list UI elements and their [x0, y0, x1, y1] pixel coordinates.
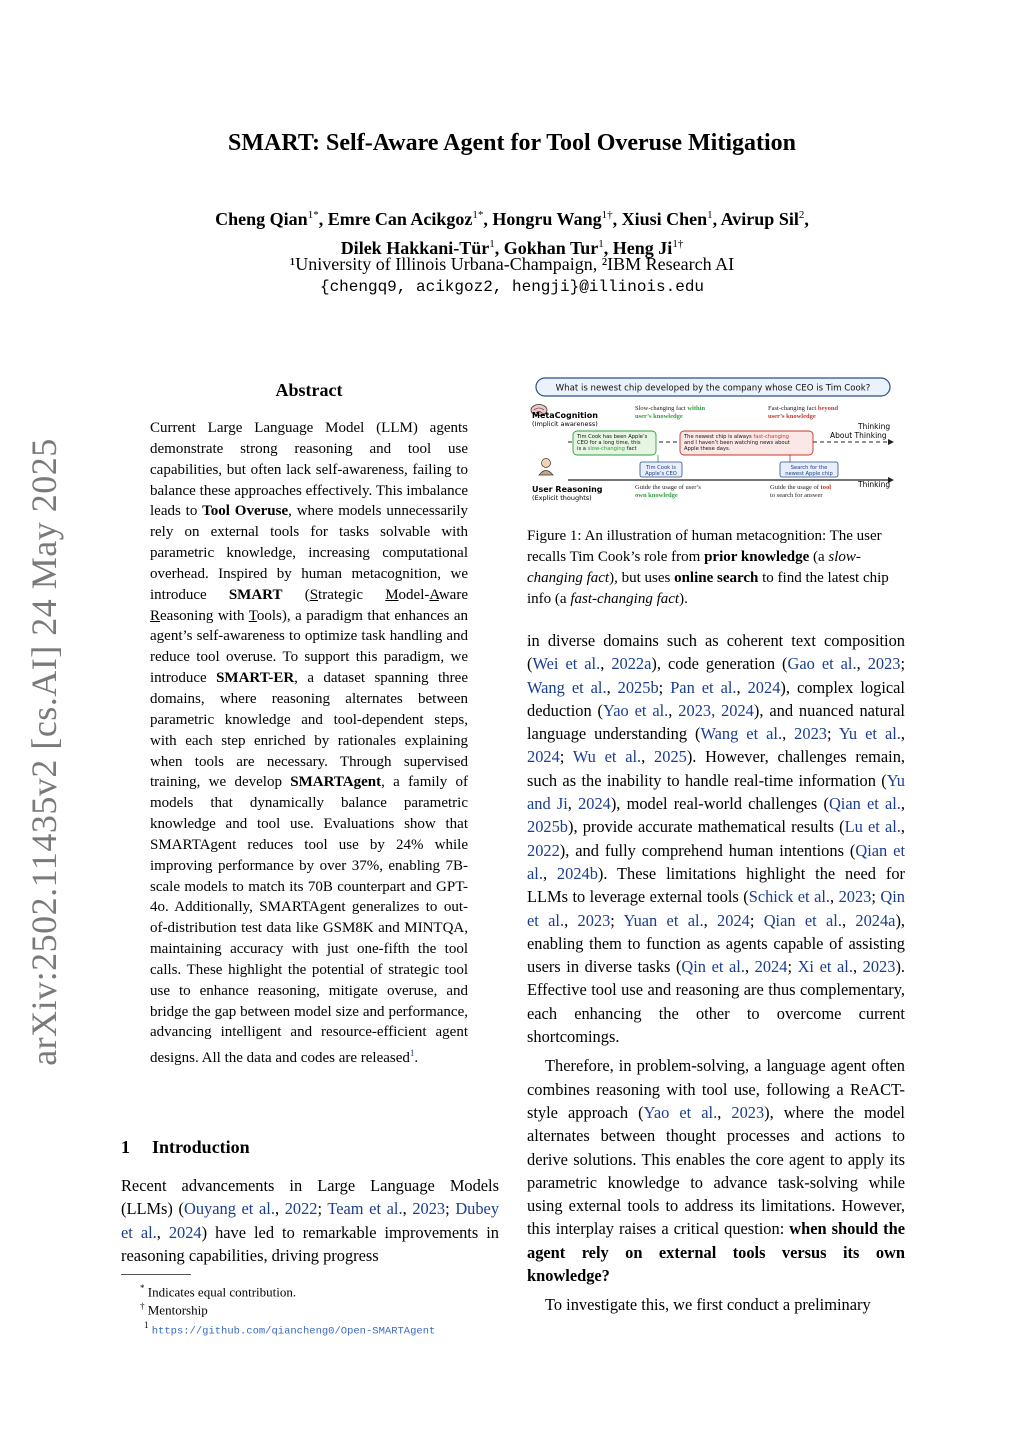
paragraph: To investigate this, we first conduct a preliminary — [545, 1295, 871, 1315]
svg-text:Apple’s CEO: Apple’s CEO — [645, 471, 677, 477]
author-list — [0, 203, 1024, 261]
affiliations: ¹University of Illinois Urbana-Champaign, ²IBM Research AI — [289, 254, 735, 274]
slow-fact-label-2: user’s knowledge — [635, 413, 683, 420]
author-name: Heng Ji — [612, 238, 673, 258]
svg-text:The newest chip is always fast: The newest chip is always fast-changing — [684, 434, 789, 440]
fast-fact-label: Fast-changing fact beyond — [768, 405, 839, 412]
svg-text:Apple these days.: Apple these days. — [684, 446, 731, 452]
footnote-mentorship: † Mentorship — [140, 1301, 208, 1318]
author-name: Emre Can Acikgoz — [327, 209, 473, 229]
author-affil-mark: 1 — [489, 238, 495, 250]
paragraph: Therefore, in problem-solving, a language agent often combines reasoning with tool use, following a ReACT-style approach (Yao et al., 2023), where the model alternates between thought processes and actions to derive solutions. This enables the core agent to apply its parametric knowledge to advance task-solving while using external tools to address its limitations. However, this interplay raises a critical question: when should the agent rely on external tools versus its own knowledge? — [527, 1056, 905, 1286]
paper-title: SMART: Self-Aware Agent for Tool Overuse Mitigation — [228, 130, 796, 156]
paragraph: in diverse domains such as coherent text composition (Wei et al., 2022a), code generation (Gao et al., 2023; Wang et al., 2025b; Pan et al., 2024), complex logical deduction (Yao et al., 2023, 2024), and nuanced natural language understanding (Wang et al., 2023; Yu et al., 2024; Wu et al., 2025). However, challenges remain, such as the inability to handle real-time information (Yu and Ji, 2024), model real-world challenges (Qian et al., 2025b), provide accurate mathematical results (Lu et al., 2022), and fully comprehend human intentions (Qian et al., 2024b). These limitations highlight the need for LLMs to leverage external tools (Schick et al., 2023; Qin et al., 2023; Yuan et al., 2024; Qian et al., 2024a), enabling them to function as agents capable of assisting users in diverse tasks (Qin et al., 2024; Xi et al., 2023). Effective tool use and reasoning are thus complementary, each enhancing the other to overcome current shortcomings. — [527, 631, 906, 1047]
author-affil-mark: 1† — [601, 209, 613, 221]
author-name: Xiusi Chen — [621, 209, 708, 229]
metacognition-sub: (Implicit awareness) — [532, 420, 598, 428]
guide-own-2: own knowledge — [635, 492, 678, 499]
svg-text:Tim Cook is: Tim Cook is — [646, 465, 676, 471]
svg-text:CEO for a long time, this: CEO for a long time, this — [577, 440, 641, 446]
section-heading — [121, 1137, 250, 1158]
footnote-url: $^1$ https://github.com/qiancheng0/Open-SMARTAgent — [144, 1320, 436, 1338]
section-number: 1 — [121, 1137, 130, 1157]
svg-text:is a slow-changing fact: is a slow-changing fact — [577, 446, 637, 452]
svg-text:and I haven’t been watching ne: and I haven’t been watching news about — [684, 440, 790, 446]
code-link[interactable]: https://github.com/qiancheng0/Open-SMARTAgent — [151, 1325, 436, 1338]
figure-caption: Figure 1: An illustration of human metacognition: The user recalls Tim Cook’s role from prior knowledge (a slow-changing fact), but uses online search to find the latest chip info (a fast-changing fact). — [527, 528, 889, 607]
user-reasoning-sub: (Explicit thoughts) — [532, 494, 592, 502]
author-name: Cheng Qian — [215, 209, 308, 229]
author-name: Dilek Hakkani-Tür — [340, 238, 490, 258]
svg-text:Tim Cook has been Apple’s: Tim Cook has been Apple’s — [577, 434, 648, 440]
author-affil-mark: 1 — [598, 238, 604, 250]
footnote-equal: * Indicates equal contribution. — [140, 1283, 297, 1300]
thinking-label-upper-1: Thinking — [858, 422, 891, 431]
author-affil-mark: 1* — [307, 209, 319, 221]
author-affil-mark: 2 — [798, 209, 805, 221]
author-affil-mark: 1 — [707, 209, 713, 221]
user-icon — [539, 459, 553, 476]
author-line-1: Cheng Qian$^{1*}$, Emre Can Acikgoz$^{1*}$, Hongru Wang$^{1\dagger}$, Xiusi Chen$^1$, Avirup Sil$^2$, — [215, 209, 809, 229]
figure-metacognition — [528, 374, 904, 514]
abstract-body: Current Large Language Model (LLM) agents demonstrate strong reasoning and tool use capabilities, but often lack self-awareness, failing to balance these approaches effectively. This imbalance leads to Tool Overuse, where models unnecessarily rely on external tools for tasks solvable with parametric knowledge, increasing computational overhead. Inspired by human metacognition, we introduce SMART (Strategic Model-Aware Reasoning with Tools), a paradigm that enhances an agent’s self-awareness to optimize task handling and reduce tool overuse. To support this paradigm, we introduce SMART-ER, a dataset spanning three domains, where reasoning alternates between parametric knowledge and tool-dependent steps, with each step enriched by rationales explaining when tools are necessary. Through supervised training, we develop SMARTAgent, a family of models that dynamically balance parametric knowledge and tool use. Evaluations show that SMARTAgent reduces tool use by 24% while improving performance by over 37%, enabling 7B-scale models to match its 70B counterpart and GPT-4o. Additionally, SMARTAgent generalizes to out-of-distribution test data like GSM8K and MINTQA, maintaining accuracy with just one-fifth the tool calls. These highlight the potential of strategic tool use to enhance reasoning, mitigate overuse, and bridge the gap between model size and performance, advancing intelligent and resource-efficient agent designs. All the data and codes are released$^1$. — [150, 420, 469, 1067]
guide-tool-2: to search for answer — [770, 492, 823, 499]
svg-text:Search for the: Search for the — [790, 465, 828, 471]
figure-question: What is newest chip developed by the company whose CEO is Tim Cook? — [555, 383, 871, 394]
user-reasoning-label: User Reasoning — [532, 485, 603, 494]
author-name: Avirup Sil — [720, 209, 799, 229]
thinking-label-upper-2: About Thinking — [830, 431, 887, 440]
author-affil-mark: 1† — [672, 238, 684, 250]
fast-fact-label-2: user’s knowledge — [768, 413, 816, 420]
right-column-body — [527, 629, 905, 1323]
author-name: Gokhan Tur — [503, 238, 599, 258]
abstract-heading: Abstract — [275, 380, 343, 400]
svg-text:newest Apple chip: newest Apple chip — [785, 471, 833, 477]
intro-paragraph: Recent advancements in Large Language Models (LLMs) (Ouyang et al., 2022; Team et al., 2023; Dubey et al., 2024) have led to remarkable improvements in reasoning capabilities, driving progress — [121, 1176, 500, 1265]
author-line-2: Dilek Hakkani-Tür$^1$, Gokhan Tur$^1$, Heng $Ji^{1\dagger}$ — [340, 238, 684, 258]
slow-fact-label: Slow-changing fact within — [635, 405, 706, 412]
footnote-rule — [121, 1274, 191, 1275]
thinking-label-lower: Thinking — [858, 480, 891, 489]
metacognition-label: MetaCognition — [532, 411, 598, 420]
guide-own-1: Guide the usage of user’s — [635, 484, 701, 491]
author-affil-mark: 1* — [472, 209, 484, 221]
section-title: Introduction — [152, 1137, 250, 1157]
author-name: Hongru Wang — [492, 209, 602, 229]
guide-tool-1: Guide the usage of tool — [770, 484, 832, 491]
arxiv-identifier: arXiv:2502.11435v2 [cs.AI] 24 May 2025 — [24, 438, 64, 1066]
author-emails: {chengq9, acikgoz2, hengji}@illinois.edu — [319, 278, 705, 296]
